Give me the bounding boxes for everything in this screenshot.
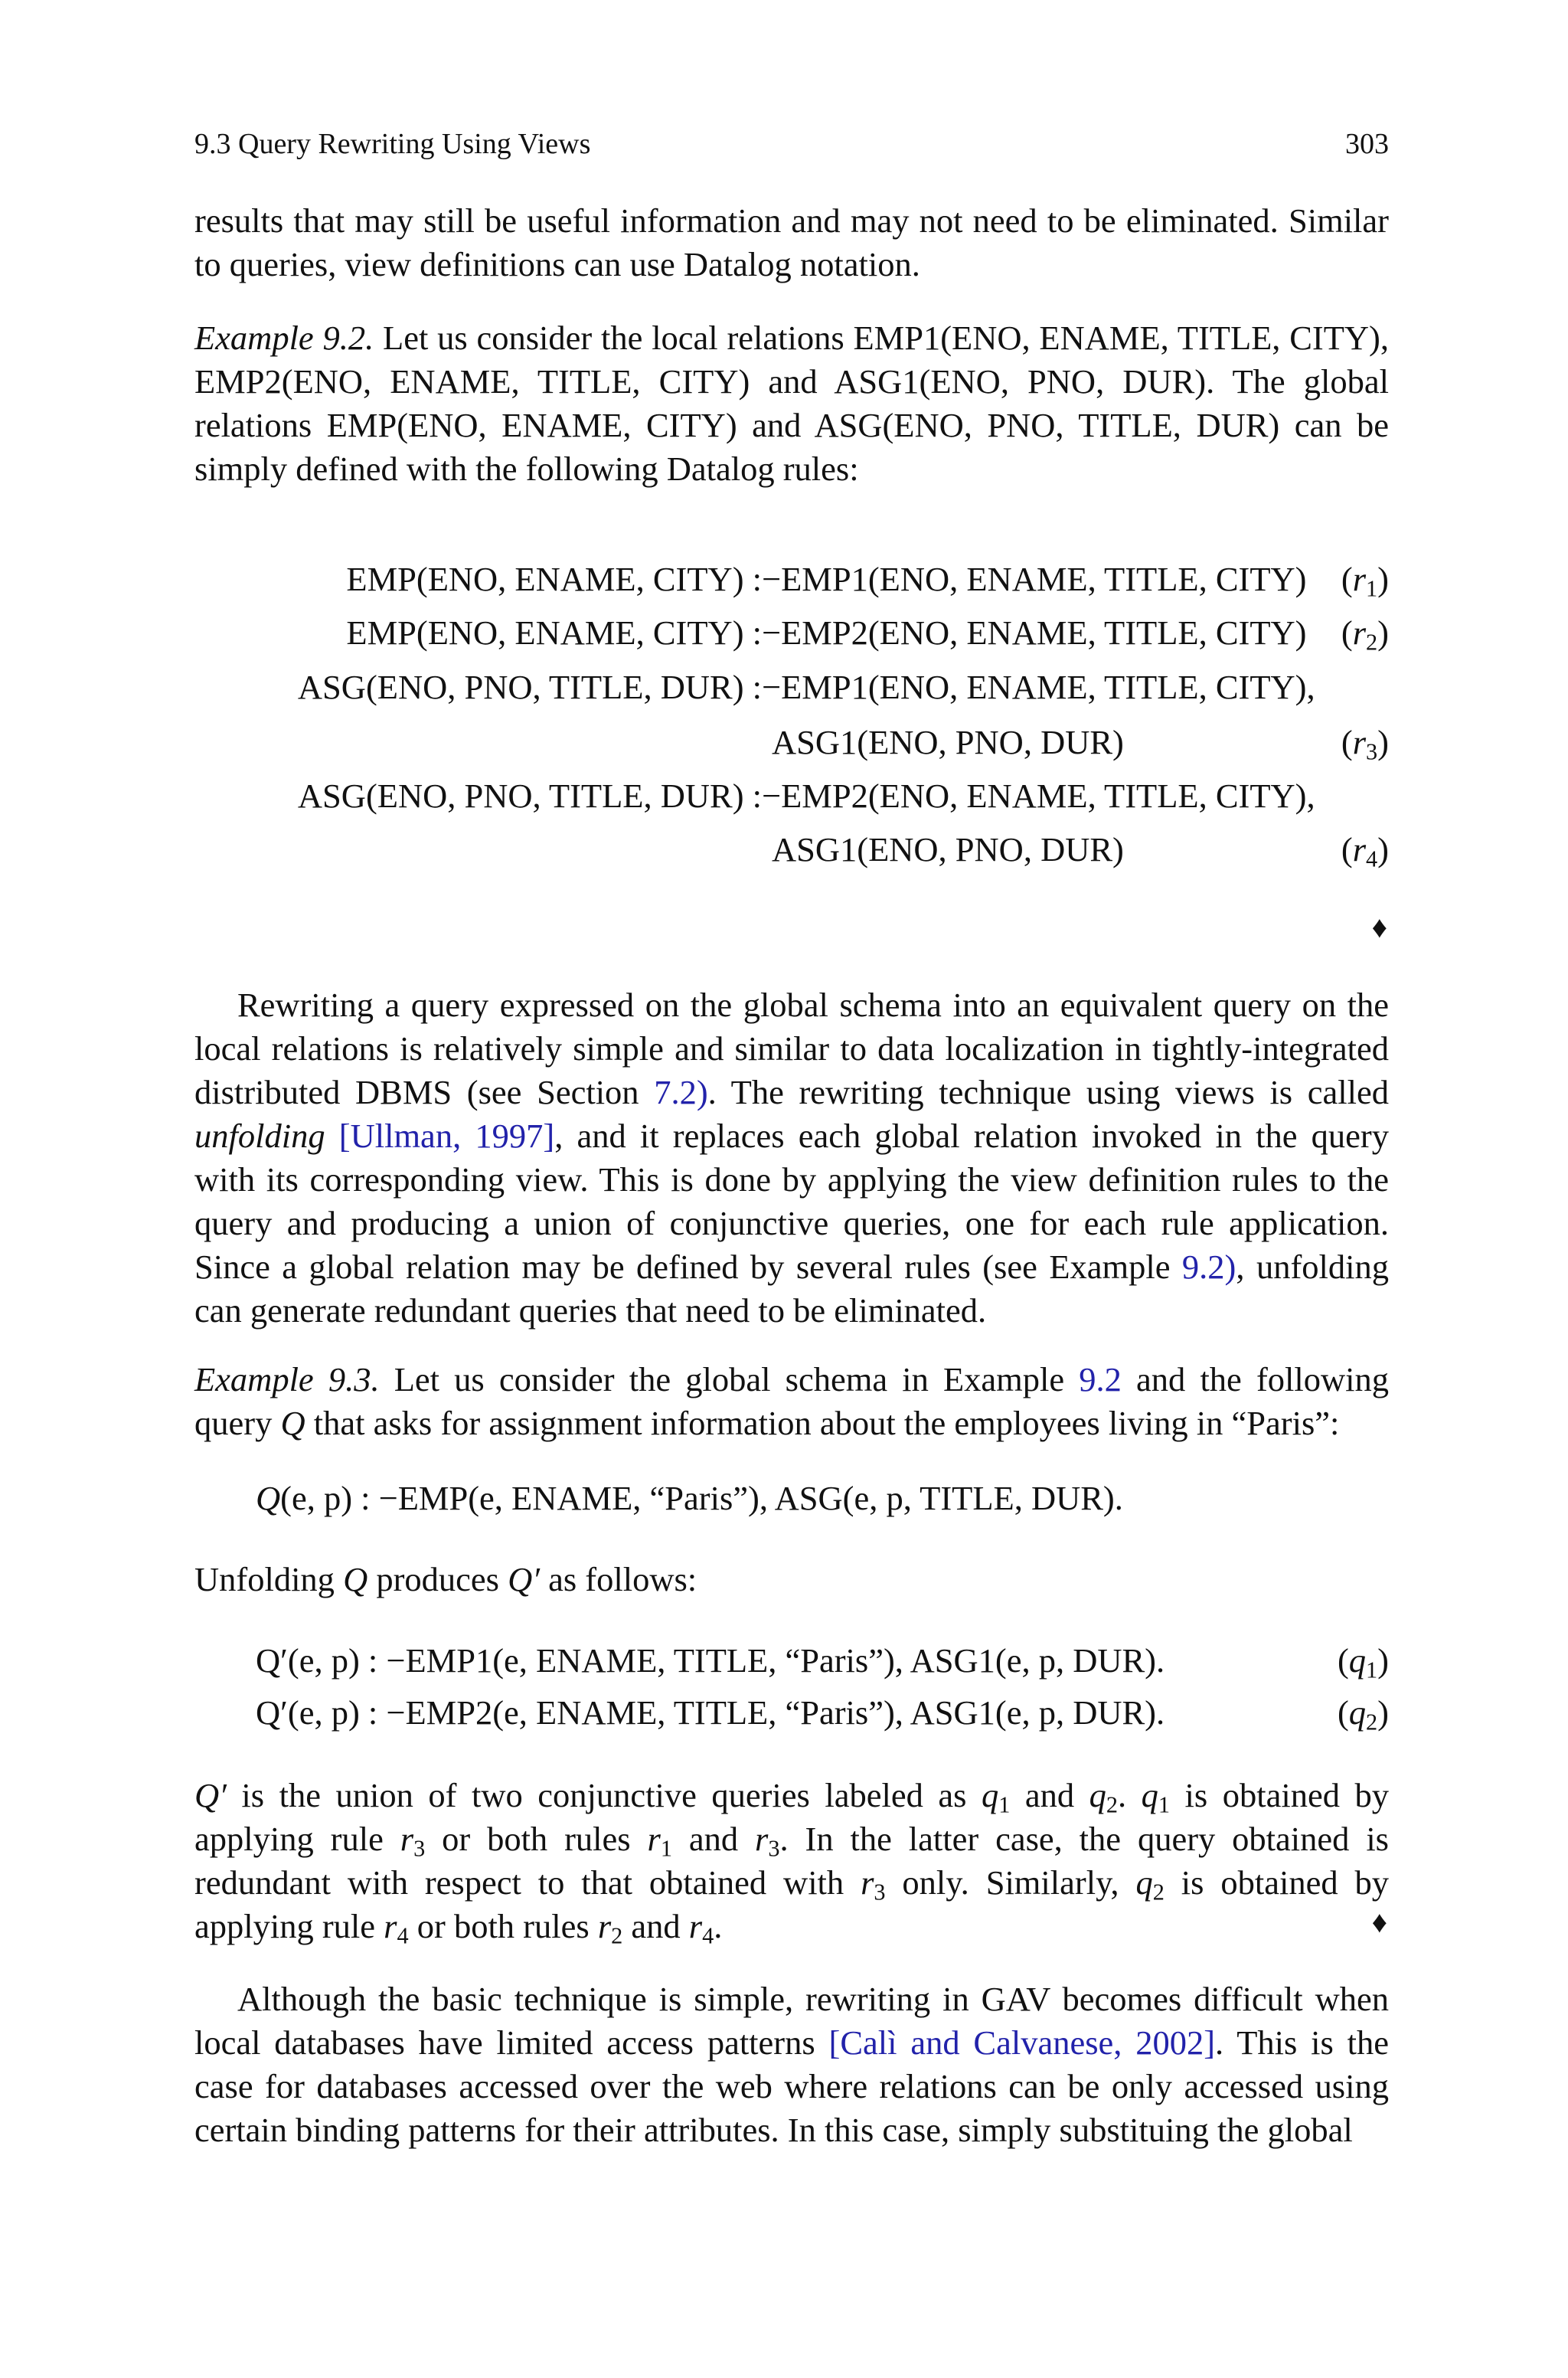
example-end-marker-2: ♦ <box>1371 1905 1387 1939</box>
example-9-3: Example 9.3. Let us consider the global schema in Example 9.2 and the following query Q that asks for assignment information about the employees living in “Paris”: <box>194 1360 1389 1442</box>
example-9-2 <box>194 316 1389 491</box>
rule-2-head: EMP(ENO, ENAME, CITY) : <box>346 613 762 652</box>
rule-1-body: −EMP1(ENO, ENAME, TITLE, CITY) <box>762 560 1307 598</box>
query-q1: Q′(e, p) : −EMP1(e, ENAME, TITLE, “Paris”), ASG1(e, p, DUR). <box>256 1641 1165 1680</box>
unfolding-intro: Unfolding Q produces Q′ as follows: <box>194 1560 697 1598</box>
rule-2-body: −EMP2(ENO, ENAME, TITLE, CITY) <box>762 613 1307 652</box>
query-equation: Q(e, p) : −EMP(e, ENAME, “Paris”), ASG(e, p, TITLE, DUR). <box>256 1479 1123 1517</box>
rule-3-body-cont: ASG1(ENO, PNO, DUR) <box>772 723 1124 761</box>
example-link[interactable]: 9.2 <box>1079 1360 1122 1398</box>
example-label: Example 9.2. <box>194 319 374 357</box>
paragraph-continuation: results that may still be useful information and may not need to be eliminated. Similar to queries, view definitions can use Datalog notation. <box>194 201 1389 283</box>
citation-link[interactable]: [Ullman, 1997] <box>338 1117 555 1155</box>
section-title: 9.3 Query Rewriting Using Views <box>194 128 591 160</box>
rule-4-body: −EMP2(ENO, ENAME, TITLE, CITY), <box>762 777 1315 815</box>
query-q1-tag: $(q_1)$ <box>1337 1641 1389 1683</box>
rule-1-tag: $(r_1)$ <box>1341 560 1389 602</box>
example-end-marker: ♦ <box>1371 910 1387 944</box>
paragraph-gav: Although the basic technique is simple, rewriting in GAV becomes difficult when local databases have limited access patterns [Calì and Calvanese, 2002]. This is the case for databases accessed over the web where relations can be only accessed using certain binding patterns for their attributes. In this case, simply substituing the global <box>194 1980 1390 2149</box>
rule-4-body-cont: ASG1(ENO, PNO, DUR) <box>772 830 1124 868</box>
citation-link[interactable]: [Calì and Calvanese, 2002] <box>828 2023 1216 2062</box>
example-text: Let us consider the local relations EMP1(ENO, ENAME, TITLE, CITY), EMP2(ENO, ENAME, TITLE, CITY) and ASG1(ENO, PNO, DUR). The global relations EMP(ENO, ENAME, CITY) and ASG(ENO, PNO, TITLE, DUR) can be simply defined with the following Datalog rules: <box>194 319 1389 488</box>
rule-4-tag: $(r_4)$ <box>1341 830 1389 872</box>
example-link[interactable]: 9.2) <box>1181 1248 1236 1286</box>
query-q2: Q′(e, p) : −EMP2(e, ENAME, TITLE, “Paris”), ASG1(e, p, DUR). <box>256 1693 1165 1732</box>
query-q2-tag: $(q_2)$ <box>1337 1693 1389 1735</box>
running-header <box>194 127 1389 161</box>
page-number: 303 <box>1345 128 1389 160</box>
example-label: Example 9.3. <box>194 1360 380 1398</box>
rule-4-head: ASG(ENO, PNO, TITLE, DUR) : <box>297 777 762 815</box>
rule-3-tag: $(r_3)$ <box>1341 723 1389 765</box>
rule-3-head: ASG(ENO, PNO, TITLE, DUR) : <box>297 668 762 706</box>
section-link[interactable]: 7.2) <box>654 1073 708 1111</box>
paragraph-unfolding: Rewriting a query expressed on the global schema into an equivalent query on the local relations is relatively simple and similar to data localization in tightly-integrated distributed DBMS (see Section 7.2). The rewriting technique using views is called unfolding [Ullman, 1997], and it replaces each global relation invoked in the query with its corresponding view. This is done by applying the view definition rules to the query and producing a union of conjunctive queries, one for each rule application. Since a global relation may be defined by several rules (see Example 9.2), unfolding can generate redundant queries that need to be eliminated. <box>194 986 1390 1330</box>
paragraph-union: Q′ is the union of two conjunctive queries labeled as $q_1$ and $q_2$. $q_1$ is obtained by applying rule $r_3$ or both rules $r_1$ and $r_3$. In the latter case, the query obtained is redundant with respect to that obtained with $r_3$ only. Similarly, $q_2$ is obtained by applying rule $r_4$ or both rules $r_2$ and $r_4$. <box>194 1776 1390 1949</box>
rule-2-tag: $(r_2)$ <box>1341 613 1389 656</box>
rule-3-body: −EMP1(ENO, ENAME, TITLE, CITY), <box>762 668 1315 706</box>
rule-1-head: EMP(ENO, ENAME, CITY) : <box>346 560 762 598</box>
